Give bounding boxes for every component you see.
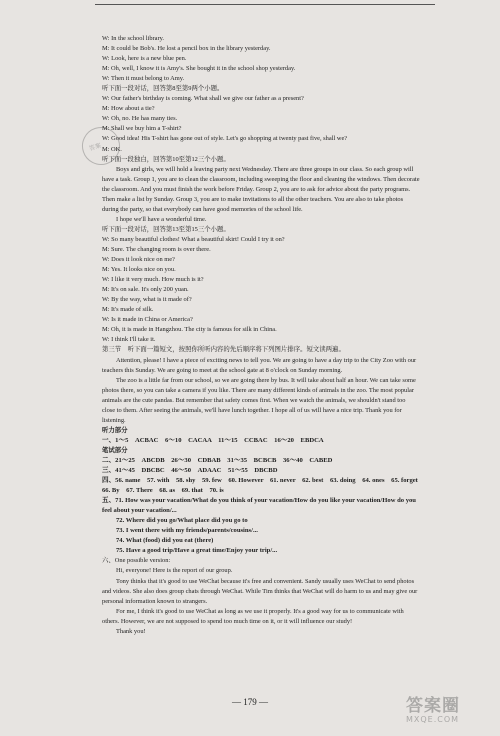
text-line: M: OK. — [102, 145, 122, 153]
text-line: M: Sure. The changing room is over there. — [102, 245, 211, 253]
text-line: M: Oh, well, I know it is Amy's. She bought it in the school shop yesterday. — [102, 65, 296, 73]
text-line: M: How about a tie? — [102, 105, 155, 113]
text-line: W: In the school library. — [102, 35, 164, 42]
text-line: 听下面一段独白，回答第10至第12三个小题。 — [102, 155, 230, 163]
watermark-logo: 答案圈 MXQE.COM — [406, 696, 460, 724]
text-line: 75. Have a good trip/Have a great time/Enjoy your trip/... — [116, 547, 278, 555]
text-line: Boys and girls, we will hold a leaving party next Wednesday. There are three groups in our class. So each group will have a task. Group 1, you are to clean the classroom, including sweeping the floor and cleaning the windows. Then decorate the classroom. And you must finish the work before Friday. Group 2, you are to ask for advice about the party programs. Then make a list by Sunday. Group 3, you are to make invitations to all the other teachers. You are also to take photos during the party, so that everybody can have good memories of the school life. — [102, 165, 420, 213]
text-line: 第三节 听下面一篇短文，按照你所听内容的先后顺序将下列图片排序。短文读两遍。 — [102, 346, 345, 354]
text-line: W: Then it must belong to Amy. — [102, 75, 185, 83]
text-line: Attention, please! I have a piece of exciting news to tell you. We are going to have a day trip to the City Zoo with our teachers this Sunday. We are going to meet at the school gate at 8 o'clock on Sunday morning. — [102, 356, 417, 374]
text-line: 四、56. name 57. with 58. shy 59. few 60. However 61. never 62. best 63. doing 64. ones 65. forget 66. By 67. There 68. as 69. that 70. is — [102, 477, 425, 495]
text-line: The zoo is a little far from our school, so we are going there by bus. It will take about half an hour. We can take some photos there, so you can take a camera if you like. There are many different kinds of animals in the zoo. The most popular animals are the cute pandas. But remember that safety comes first. When we watch the animals, we shouldn't stand too close to them. After seeing the animals, we'll have lunch together. I hope all of us will have a nice trip. Thank you for listening. — [102, 376, 416, 424]
text-line: Tony thinks that it's good to use WeChat because it's free and convenient. Sandy usually uses WeChat to send photos and videos. She also does group chats through WeChat. While Tim thinks that WeChat will do harm to us and may give our personal information known to strangers. — [102, 577, 418, 605]
text-line: 听下面一段对话，回答第8至第9两个小题。 — [102, 85, 224, 93]
ink-stamp: 答案 — [77, 122, 125, 170]
text-line: 一、1～5 ACBAC 6～10 CACAA 11～15 CCBAC 16～20 EBDCA — [102, 436, 324, 444]
text-line: 六、One possible version: — [102, 557, 171, 565]
text-line: W: Oh, no. He has many ties. — [102, 115, 178, 123]
text-line: For me, I think it's good to use WeChat as long as we use it properly. It's a good way for us to communicate with others. However, we are not supposed to spend too much time on it, or it will influence our study! — [102, 607, 404, 625]
text-line: W: Our father's birthday is coming. What shall we give our father as a present? — [102, 95, 304, 103]
text-line: 二、21～25 ABCDB 26～30 CDBAB 31～35 BCBCB 36～40 CABED — [102, 456, 333, 464]
text-line: W: I like it very much. How much is it? — [102, 276, 204, 284]
text-line: 73. I went there with my friends/parents/cousins/... — [116, 527, 258, 535]
text-line: I hope we'll have a wonderful time. — [116, 215, 207, 223]
text-line: W: Does it look nice on me? — [102, 256, 175, 264]
text-line: M: Shall we buy him a T-shirt? — [102, 125, 182, 133]
text-line: M: It's on sale. It's only 200 yuan. — [102, 286, 189, 294]
top-rule — [95, 4, 435, 5]
text-line: M: It's made of silk. — [102, 306, 154, 314]
text-line: Thank you! — [116, 627, 146, 635]
text-line: M: Oh, it is made in Hangzhou. The city is famous for silk in China. — [102, 326, 277, 334]
text-line: 74. What (food) did you eat (there) — [116, 537, 214, 545]
text-line: 听力部分 — [102, 426, 128, 434]
text-line: 五、71. How was your vacation/What do you think of your vacation/How do you like your vacation/How do you feel about your vacation/... — [102, 497, 416, 515]
text-line: 听下面一段对话，回答第13至第15三个小题。 — [102, 225, 230, 233]
text-line: Hi, everyone! Here is the report of our group. — [116, 567, 233, 575]
text-line: W: Good idea! His T-shirt has gone out of style. Let's go shopping at twenty past five, shall we? — [102, 135, 348, 143]
text-line: W: By the way, what is it made of? — [102, 296, 192, 304]
text-line: M: Yes. It looks nice on you. — [102, 266, 176, 274]
text-line: W: I think I'll take it. — [102, 336, 156, 344]
text-line: 三、41～45 DBCBC 46～50 ADAAC 51～55 DBCBD — [102, 467, 278, 475]
text-line: 笔试部分 — [102, 446, 128, 454]
text-line: W: Is it made in China or America? — [102, 316, 193, 324]
text-line: 72. Where did you go/What place did you go to — [116, 517, 248, 525]
text-line: W: So many beautiful clothes! What a beautiful skirt! Could I try it on? — [102, 235, 285, 243]
text-line: W: Look, here is a new blue pen. — [102, 55, 187, 63]
text-line: M: It could be Bob's. He lost a pencil box in the library yesterday. — [102, 45, 271, 53]
page-number: — 179 — — [232, 697, 268, 707]
answer-text-body — [102, 34, 425, 637]
